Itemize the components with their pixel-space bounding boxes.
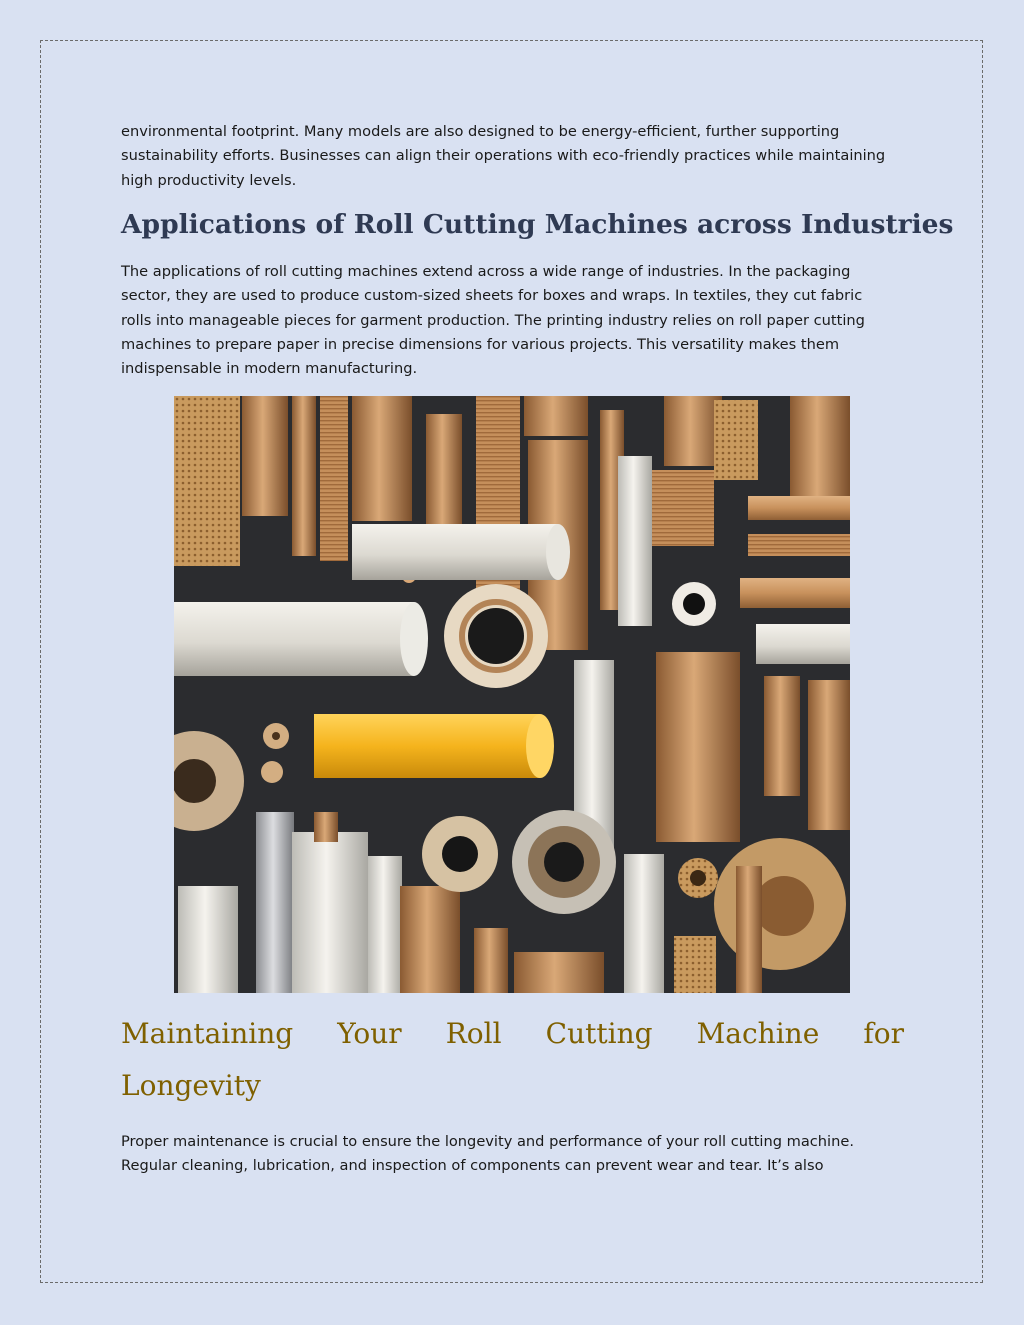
applications-paragraph: The applications of roll cutting machines extend across a wide range of industries. In the packaging sector, they are used to produce custom-sized sheets for boxes and wraps. In textiles, they cut fabric rolls into manageable pieces for garment production. The printing industry relies on roll paper cutting machines to prepare paper in precise dimensions for various projects. This versatility makes them indispensable in modern manufacturing. — [121, 263, 865, 378]
heading-word: Cutting — [545, 1017, 653, 1050]
heading-word: Maintaining — [121, 1017, 294, 1050]
heading-word: for — [863, 1017, 904, 1050]
heading-word: Your — [337, 1017, 402, 1050]
maintenance-heading-line2 — [121, 1060, 904, 1112]
paper-rolls-illustration — [174, 396, 850, 993]
intro-continuation-paragraph: environmental footprint. Many models are also designed to be energy-efficient, further supporting sustainability efforts. Businesses can align their operations with eco-friendly practices while maintaining high productivity levels. — [121, 123, 886, 189]
maintenance-heading — [121, 1008, 904, 1112]
heading-word: Machine — [696, 1017, 820, 1050]
applications-heading: Applications of Roll Cutting Machines across Industries — [121, 209, 954, 240]
heading-word: Roll — [445, 1017, 502, 1050]
maintenance-heading-line1 — [121, 1008, 904, 1060]
heading-word: Longevity — [121, 1069, 261, 1102]
maintenance-paragraph: Proper maintenance is crucial to ensure the longevity and performance of your roll cutting machine. Regular cleaning, lubrication, and inspection of components can prevent wear and tear. It’s also — [121, 1133, 854, 1175]
paper-rolls-image — [174, 396, 850, 993]
